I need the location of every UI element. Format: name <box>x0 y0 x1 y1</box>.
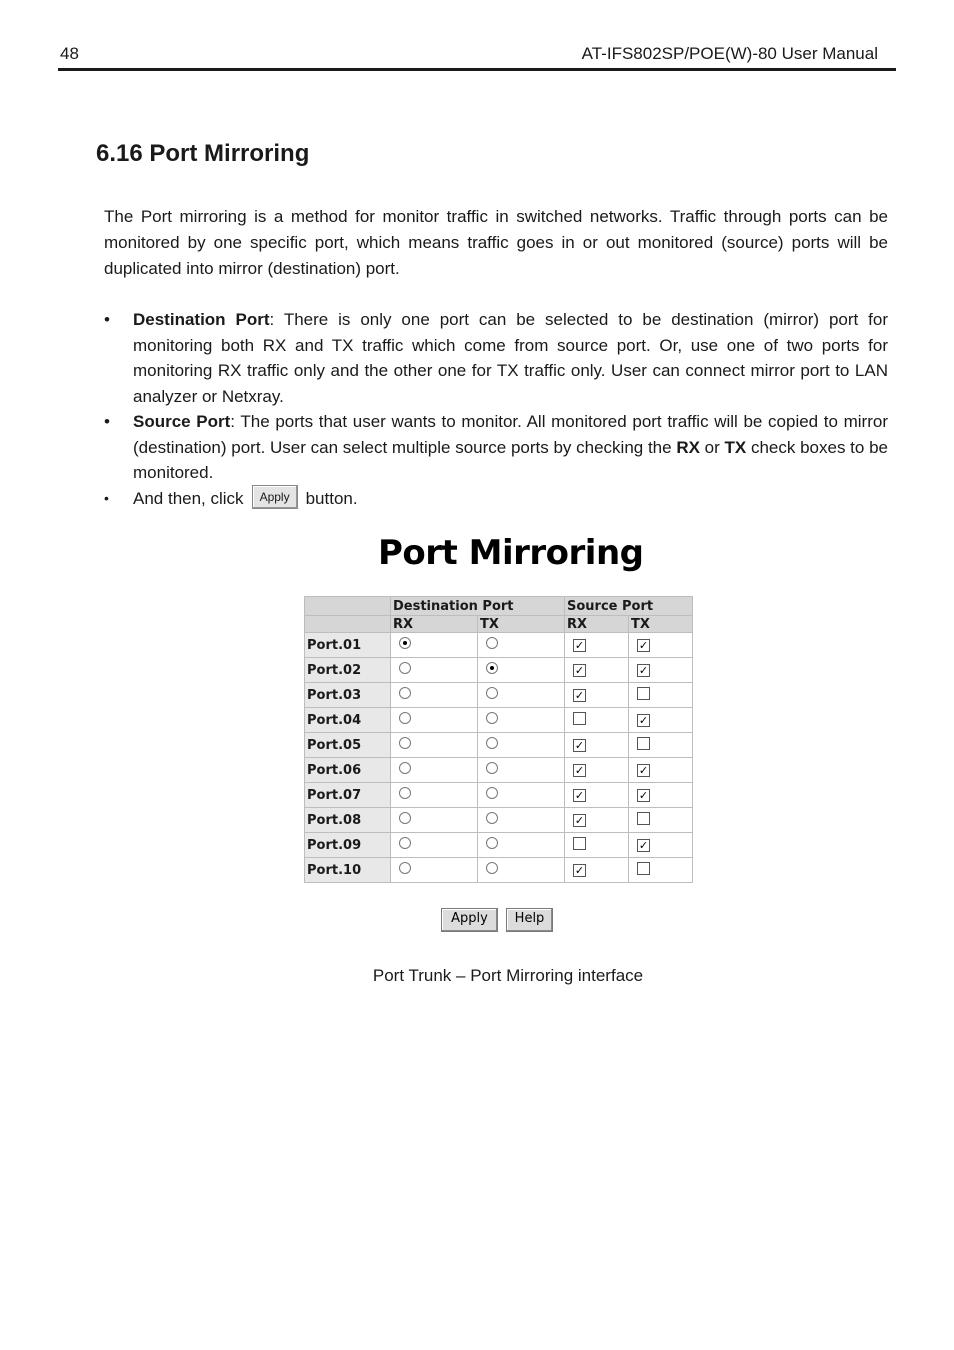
destination-port-header: Destination Port <box>391 597 565 616</box>
src-tx-checkbox[interactable] <box>637 862 650 875</box>
dest-tx-radio-cell <box>478 783 565 808</box>
intro-paragraph: The Port mirroring is a method for monitor traffic in switched networks. Traffic through ports can be monitored by one specific port, which means traffic goes in or out monitored (source) ports will be duplicated into mirror (destination) port. <box>104 207 888 278</box>
dest-tx-radio-cell <box>478 808 565 833</box>
src-rx-checkbox-cell <box>565 708 629 733</box>
dest-tx-radio-cell <box>478 683 565 708</box>
src-tx-checkbox-cell <box>629 758 693 783</box>
dest-rx-radio-cell <box>391 858 478 883</box>
src-rx-checkbox[interactable]: ✓ <box>574 688 585 702</box>
dest-tx-radio[interactable] <box>486 687 498 699</box>
port-label: Port.09 <box>305 833 391 858</box>
bullet-dot: • <box>104 310 110 329</box>
src-rx-checkbox[interactable] <box>573 712 586 725</box>
port-label: Port.10 <box>305 858 391 883</box>
port-label: Port.08 <box>305 808 391 833</box>
table-row <box>305 833 693 858</box>
dest-tx-radio[interactable] <box>486 637 498 649</box>
dest-tx-radio[interactable] <box>486 762 498 774</box>
src-tx-checkbox[interactable]: ✓ <box>638 838 649 852</box>
src-tx-checkbox[interactable]: ✓ <box>638 663 649 677</box>
table-row <box>305 758 693 783</box>
destination-port-description: : There is only one port can be selected to be destination (mirror) port for monitoring both RX and TX traffic which come from source port. Or, use one of two ports for monitoring RX traffic only and the other one for TX traffic only. User can connect mirror port to LAN analyzer or Netxray. <box>133 310 888 406</box>
dest-rx-radio-cell <box>391 808 478 833</box>
dest-tx-radio-cell <box>478 733 565 758</box>
src-rx-header: RX <box>565 616 629 633</box>
dest-rx-radio-cell <box>391 783 478 808</box>
or-text: or <box>699 437 725 457</box>
src-rx-checkbox-cell <box>565 758 629 783</box>
source-port-description-end: check boxes to be monitored. <box>133 437 888 482</box>
src-rx-checkbox[interactable]: ✓ <box>574 863 585 877</box>
destination-port-term: Destination Port <box>133 310 270 329</box>
table-row <box>305 808 693 833</box>
port-mirroring-table <box>304 596 693 883</box>
dest-rx-radio-cell <box>391 733 478 758</box>
dest-tx-radio[interactable] <box>486 787 498 799</box>
src-rx-checkbox[interactable]: ✓ <box>574 788 585 802</box>
source-port-term: Source Port <box>133 412 231 431</box>
src-tx-checkbox[interactable]: ✓ <box>638 763 649 777</box>
src-tx-checkbox-cell <box>629 658 693 683</box>
list-item <box>104 307 888 409</box>
dest-tx-radio-cell <box>478 858 565 883</box>
src-tx-header: TX <box>629 616 693 633</box>
src-tx-checkbox[interactable]: ✓ <box>638 713 649 727</box>
dest-rx-radio[interactable] <box>399 862 411 874</box>
src-tx-checkbox-cell <box>629 858 693 883</box>
src-tx-checkbox-cell <box>629 833 693 858</box>
src-rx-checkbox-cell <box>565 633 629 658</box>
table-row <box>305 858 693 883</box>
dest-rx-radio[interactable] <box>399 662 411 674</box>
apply-instruction: And then, click <box>133 488 244 508</box>
dest-tx-radio-cell <box>478 658 565 683</box>
dest-rx-radio[interactable] <box>399 837 411 849</box>
table-row <box>305 783 693 808</box>
source-port-header: Source Port <box>565 597 693 616</box>
dest-tx-radio[interactable] <box>486 662 498 674</box>
src-tx-checkbox-cell <box>629 808 693 833</box>
src-rx-checkbox-cell <box>565 683 629 708</box>
table-row <box>305 733 693 758</box>
src-tx-checkbox-cell <box>629 683 693 708</box>
page-header <box>58 42 896 71</box>
port-label: Port.02 <box>305 658 391 683</box>
src-tx-checkbox-cell <box>629 783 693 808</box>
dest-rx-radio-cell <box>391 758 478 783</box>
bullet-dot: • <box>104 412 110 431</box>
dest-rx-radio[interactable] <box>399 737 411 749</box>
src-rx-checkbox-cell <box>565 858 629 883</box>
dest-tx-header: TX <box>478 616 565 633</box>
src-rx-checkbox-cell <box>565 783 629 808</box>
help-button[interactable]: Help <box>506 908 553 932</box>
src-rx-checkbox[interactable]: ✓ <box>574 738 585 752</box>
port-label: Port.07 <box>305 783 391 808</box>
dest-rx-radio-cell <box>391 708 478 733</box>
dest-tx-radio-cell <box>478 708 565 733</box>
port-mirroring-title: Port Mirroring <box>378 533 644 573</box>
apply-button[interactable]: Apply <box>441 908 498 932</box>
dest-rx-radio-cell <box>391 633 478 658</box>
dest-rx-radio[interactable] <box>399 762 411 774</box>
dest-tx-radio[interactable] <box>486 812 498 824</box>
list-item <box>104 409 888 486</box>
dest-rx-radio[interactable] <box>399 637 411 649</box>
dest-tx-radio-cell <box>478 758 565 783</box>
bullet-list <box>104 307 888 511</box>
dest-rx-radio[interactable] <box>399 787 411 799</box>
dest-rx-radio[interactable] <box>399 712 411 724</box>
src-rx-checkbox-cell <box>565 808 629 833</box>
section-title: 6.16 Port Mirroring <box>96 140 310 167</box>
src-tx-checkbox-cell <box>629 733 693 758</box>
src-rx-checkbox[interactable] <box>573 837 586 850</box>
src-rx-checkbox[interactable]: ✓ <box>574 663 585 677</box>
tx-term: TX <box>724 437 747 457</box>
rx-term: RX <box>676 437 700 457</box>
src-tx-checkbox-cell <box>629 708 693 733</box>
page-number: 48 <box>60 44 79 63</box>
src-rx-checkbox[interactable]: ✓ <box>574 763 585 777</box>
dest-rx-radio-cell <box>391 683 478 708</box>
dest-tx-radio[interactable] <box>486 737 498 749</box>
src-tx-checkbox[interactable] <box>637 737 650 750</box>
src-tx-checkbox[interactable]: ✓ <box>638 788 649 802</box>
dest-rx-radio-cell <box>391 833 478 858</box>
dest-rx-header: RX <box>391 616 478 633</box>
src-tx-checkbox-cell <box>629 633 693 658</box>
source-port-description: : The ports that user wants to monitor. All monitored port traffic will be copied to mirror (destination) port. User can select multiple source ports by checking the <box>133 412 888 457</box>
list-item <box>104 486 888 512</box>
src-rx-checkbox-cell <box>565 833 629 858</box>
port-label: Port.01 <box>305 633 391 658</box>
dest-rx-radio[interactable] <box>399 812 411 824</box>
src-rx-checkbox[interactable]: ✓ <box>574 813 585 827</box>
src-rx-checkbox-cell <box>565 658 629 683</box>
dest-tx-radio[interactable] <box>486 712 498 724</box>
inline-apply-button[interactable]: Apply <box>252 485 298 509</box>
dest-tx-radio[interactable] <box>486 862 498 874</box>
src-tx-checkbox[interactable]: ✓ <box>638 638 649 652</box>
bullet-dot: • <box>104 489 109 506</box>
manual-title: AT-IFS802SP/POE(W)-80 User Manual <box>581 44 878 63</box>
table-corner-cell <box>305 597 391 616</box>
table-row <box>305 633 693 658</box>
src-tx-checkbox[interactable] <box>637 687 650 700</box>
dest-tx-radio-cell <box>478 833 565 858</box>
table-row <box>305 658 693 683</box>
table-row <box>305 683 693 708</box>
port-label: Port.05 <box>305 733 391 758</box>
port-rows <box>305 633 693 883</box>
port-label: Port.03 <box>305 683 391 708</box>
dest-tx-radio[interactable] <box>486 837 498 849</box>
dest-rx-radio[interactable] <box>399 687 411 699</box>
src-tx-checkbox[interactable] <box>637 812 650 825</box>
figure-caption: Port Trunk – Port Mirroring interface <box>372 966 644 985</box>
src-rx-checkbox[interactable]: ✓ <box>574 638 585 652</box>
src-rx-checkbox-cell <box>565 733 629 758</box>
dest-rx-radio-cell <box>391 658 478 683</box>
port-label: Port.04 <box>305 708 391 733</box>
dest-tx-radio-cell <box>478 633 565 658</box>
port-label: Port.06 <box>305 758 391 783</box>
apply-instruction-end: button. <box>305 488 358 508</box>
table-corner-cell <box>305 616 391 633</box>
table-row <box>305 708 693 733</box>
